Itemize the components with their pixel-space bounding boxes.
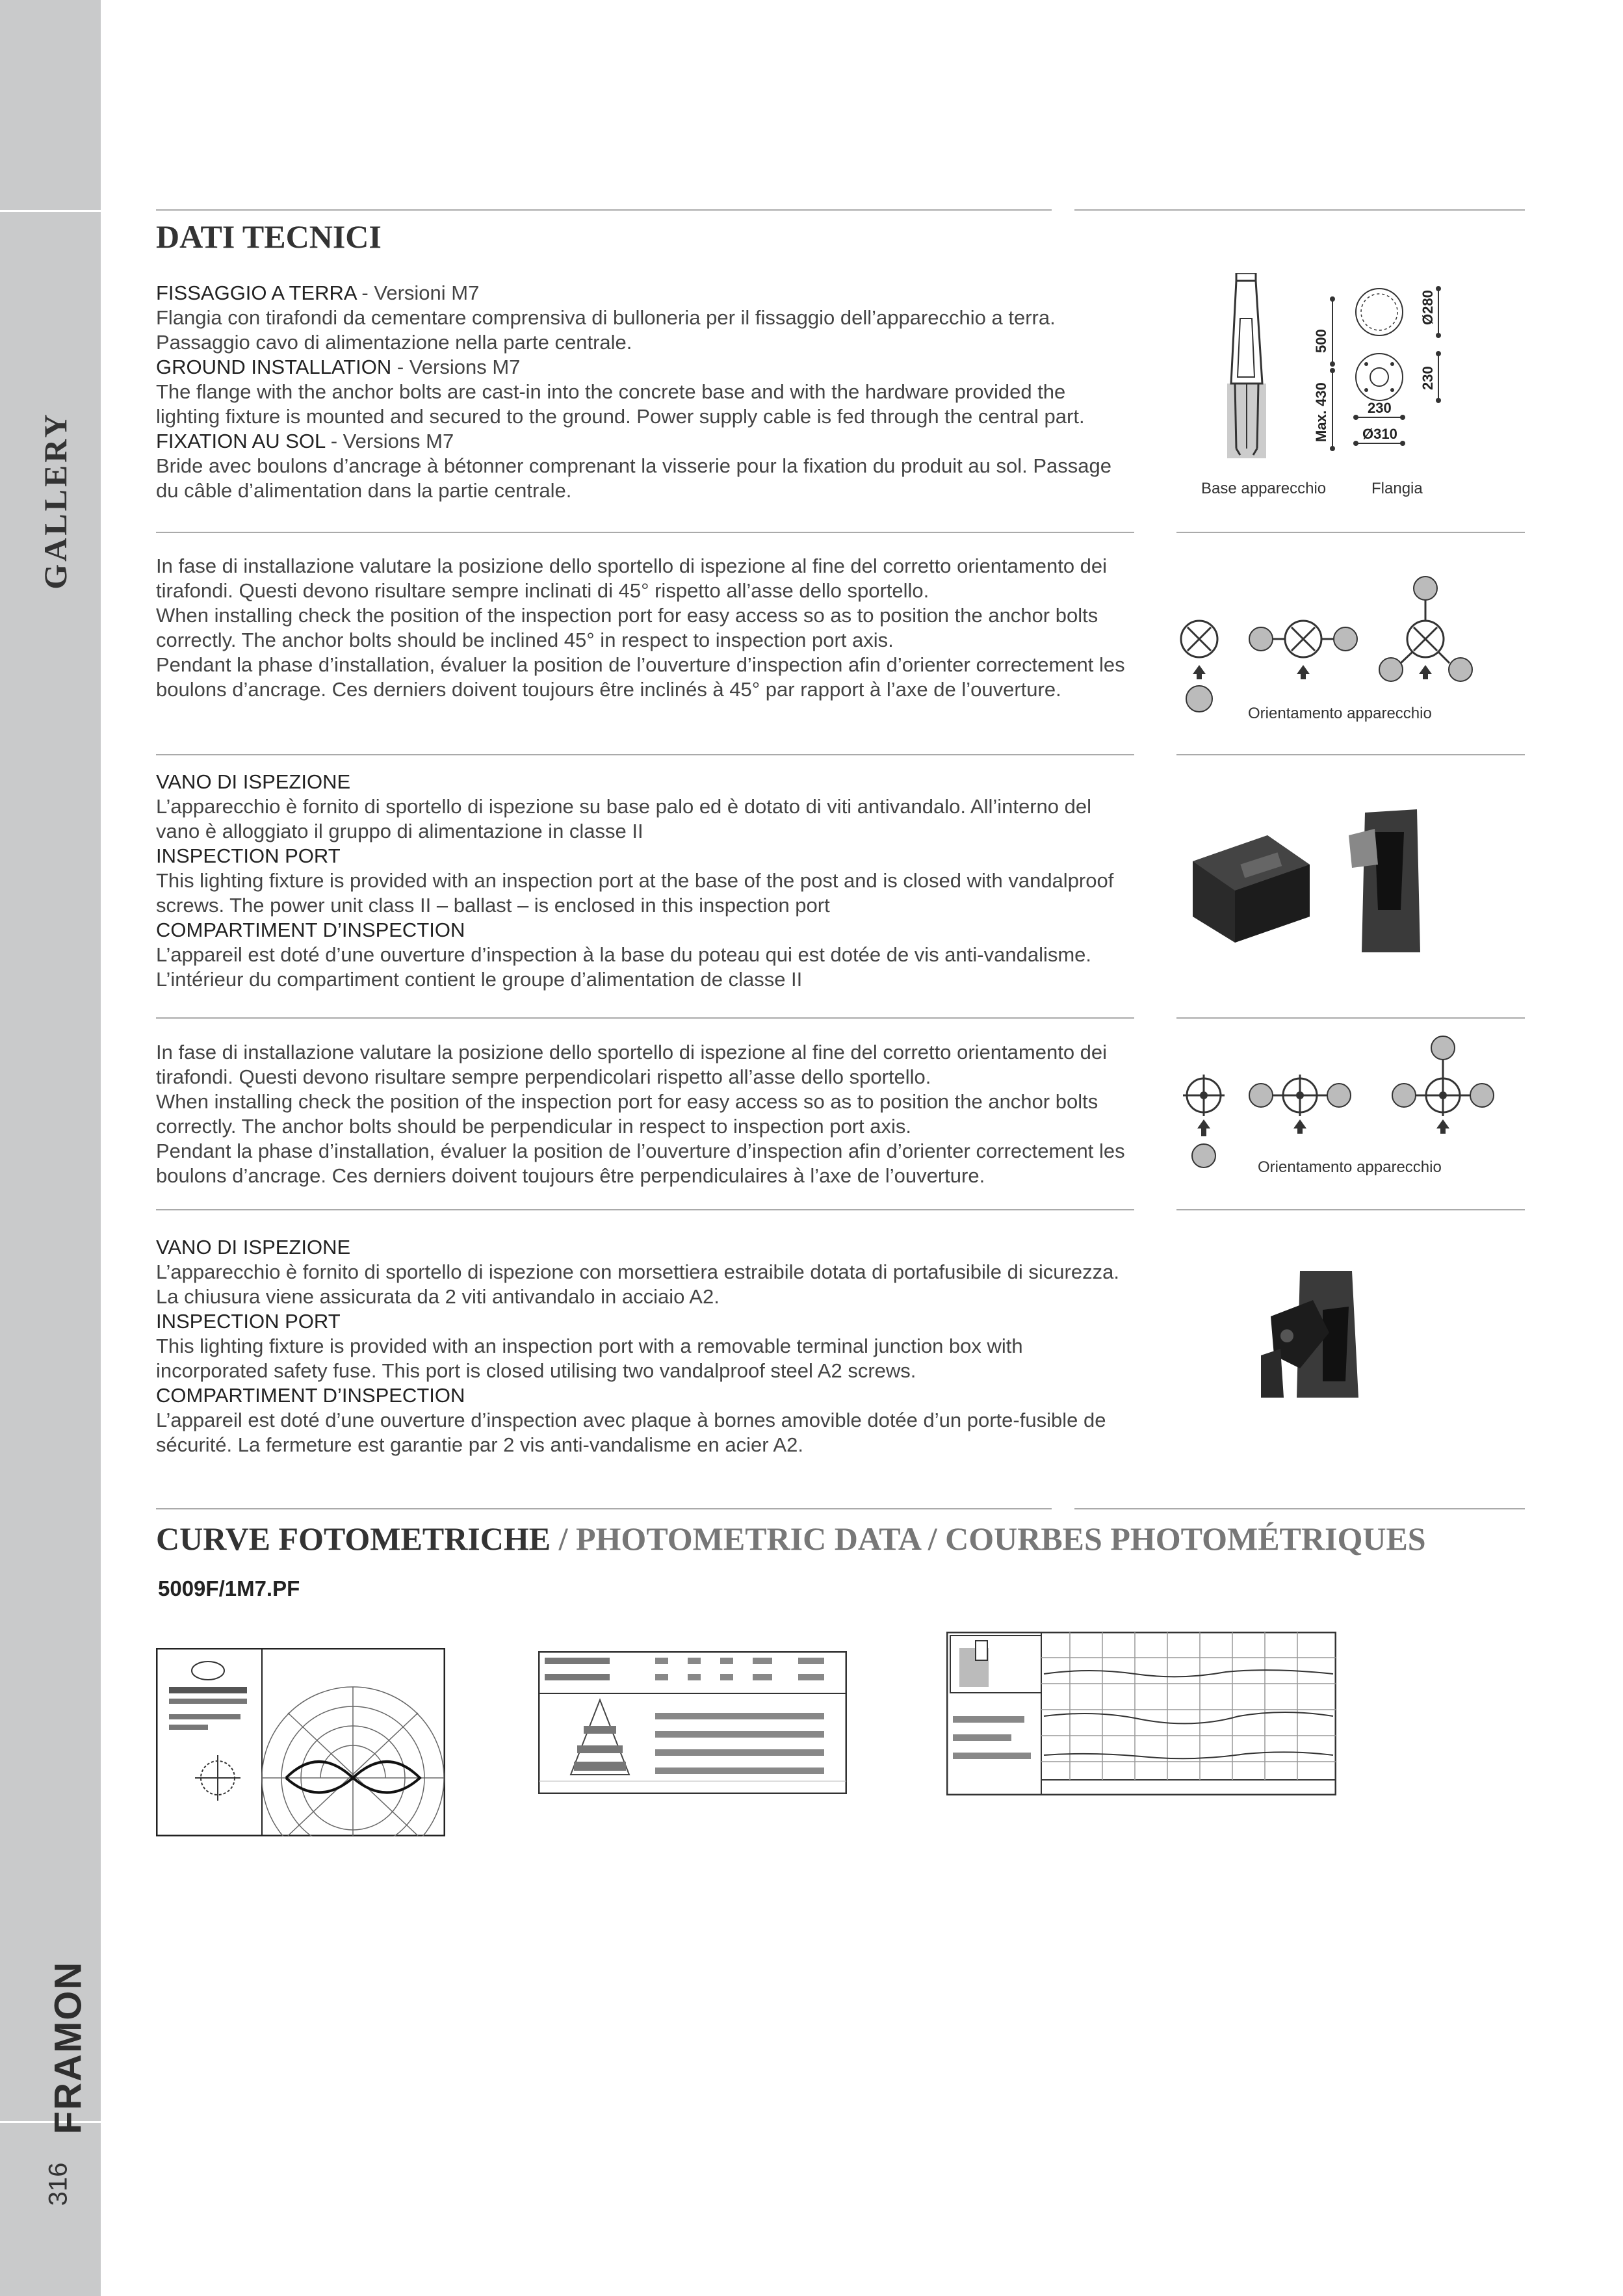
- divider: [1176, 532, 1525, 533]
- divider: [156, 1017, 1134, 1019]
- caption-orientation: Orientamento apparecchio: [1248, 705, 1432, 722]
- dim-max-430: Max. 430: [1313, 382, 1329, 442]
- flange-bottom-view: [1356, 354, 1403, 400]
- orientation-option: [1183, 1075, 1225, 1168]
- illuminance-table-figure: [538, 1651, 847, 1794]
- caption-base: Base apparecchio: [1201, 480, 1327, 497]
- isolux-diagram-figure: [946, 1632, 1336, 1795]
- orientation-option: [1181, 621, 1217, 712]
- ballast-photo: [1189, 806, 1430, 956]
- divider: [1176, 754, 1525, 755]
- orientation-option: [1379, 577, 1472, 681]
- dimension-drawing: [1202, 273, 1501, 481]
- divider: [1074, 209, 1525, 211]
- sidebar: [0, 0, 101, 2296]
- divider: [156, 1508, 1052, 1509]
- orientation-option: [1392, 1036, 1494, 1134]
- inspection-port-text-2: VANO DI ISPEZIONE L’apparecchio è fornito di sportello di ispezione con morsettiera estraibile dotata di portafusibile di sicurezza. La chiusura viene assicurata da 2 viti antivandalo in acciaio A2. INSPECTION PORT This lighting fixture is provided with an inspection port with a removable terminal junction box with incorporated safety fuse. This port is closed utilising two vandalproof steel A2 screws. COMPARTIMENT D’INSPECTION L’appareil est doté d’une ouverture d’inspection avec plaque à bornes amovible dotée d’un porte-fusible de sécurité. La fermeture est garantie par 2 vis anti-vandalisme en acier A2.: [156, 1236, 1119, 1456]
- caption-flange: Flangia: [1371, 480, 1423, 497]
- dim-310: Ø310: [1362, 426, 1397, 442]
- orientation-option: [1249, 621, 1357, 679]
- divider: [1074, 1508, 1525, 1509]
- orientation-45-text: In fase di installazione valutare la posizione dello sportello di ispezione al fine del corretto orientamento dei tirafondi. Questi devono risultare sempre inclinati di 45° rispetto all’asse dello sportello. When installing check the position of the inspection port for easy access so as to position the anchor bolts correctly. The anchor bolts should be inclined 45° in respect to inspection port axis. Pendant la phase d’installation, évaluer la position de l’ouverture d’inspection afin d’orienter correctement les boulons d’ancrage. Ces derniers doivent toujours être inclinés à 45° par rapport à l’axe de l’ouverture.: [156, 554, 1125, 701]
- page-number: 316: [44, 2162, 73, 2206]
- divider: [156, 1209, 1134, 1210]
- divider: [156, 754, 1134, 755]
- brand-logo: FRAMON: [47, 1961, 90, 2135]
- divider: [1176, 1209, 1525, 1210]
- flange-top-view: [1356, 289, 1403, 335]
- orientation-diagram-perpendicular: [1176, 1034, 1514, 1173]
- dim-230-vertical: 230: [1420, 366, 1436, 390]
- model-code: 5009F/1M7.PF: [158, 1576, 300, 1600]
- base-body: [1231, 281, 1262, 384]
- section-title: GALLERY: [37, 411, 73, 590]
- section-heading: DATI TECNICI: [156, 218, 382, 255]
- dim-230-horizontal: 230: [1368, 400, 1392, 416]
- divider: [1176, 1017, 1525, 1019]
- caption-orientation: Orientamento apparecchio: [1258, 1158, 1442, 1176]
- terminal-box-photo: [1261, 1271, 1407, 1398]
- fixing-text: FISSAGGIO A TERRA - Versioni M7 Flangia con tirafondi da cementare comprensiva di bulloneria per il fissaggio dell’apparecchio a terra. Passaggio cavo di alimentazione nella parte centrale. GROUND INSTALLATION - Versions M7 The flange with the anchor bolts are cast-in into the concrete base and with the hardware provided the lighting fixture is mounted and secured to the ground. Power supply cable is fed through the central part. FIXATION AU SOL - Versions M7 Bride avec boulons d’ancrage à bétonner comprenant la visserie pour la fixation du produit au sol. Passage du câble d’alimentation dans la partie centrale.: [156, 281, 1111, 502]
- photometric-heading: CURVE FOTOMETRICHE / PHOTOMETRIC DATA / COURBES PHOTOMÉTRIQUES: [156, 1520, 1426, 1557]
- polar-curve-figure: [156, 1648, 445, 1836]
- orientation-option: [1249, 1075, 1351, 1134]
- orientation-diagram-45: [1176, 572, 1514, 715]
- orientation-perpendicular-text: In fase di installazione valutare la posizione dello sportello di ispezione al fine del corretto orientamento dei tirafondi. Questi devono risultare sempre perpendicolari rispetto all’asse dello sportello. When installing check the position of the inspection port for easy access so as to position the anchor bolts correctly. The anchor bolts should be perpendicular in respect to inspection port axis. Pendant la phase d’installation, évaluer la position de l’ouverture d’inspection afin d’orienter correctement les boulons d’ancrage. Ces derniers doivent toujours être perpendiculaires à l’axe de l’ouverture.: [156, 1041, 1125, 1187]
- dim-500: 500: [1313, 329, 1329, 353]
- inspection-port-text-1: VANO DI ISPEZIONE L’apparecchio è fornito di sportello di ispezione su base palo ed è dotato di viti antivandalo. All’interno del vano è alloggiato il gruppo di alimentazione in classe II INSPECTION PORT This lighting fixture is provided with an inspection port at the base of the post and is closed with vandalproof screws. The power unit class II – ballast – is enclosed in this inspection port COMPARTIMENT D’INSPECTION L’appareil est doté d’une ouverture d’inspection à la base du poteau qui est dotée de vis anti-vandalisme. L’intérieur du compartiment contient le groupe d’alimentation de classe II: [156, 770, 1114, 991]
- divider: [156, 209, 1052, 211]
- dim-280: Ø280: [1420, 290, 1436, 325]
- divider: [156, 532, 1134, 533]
- sidebar-divider: [0, 210, 101, 212]
